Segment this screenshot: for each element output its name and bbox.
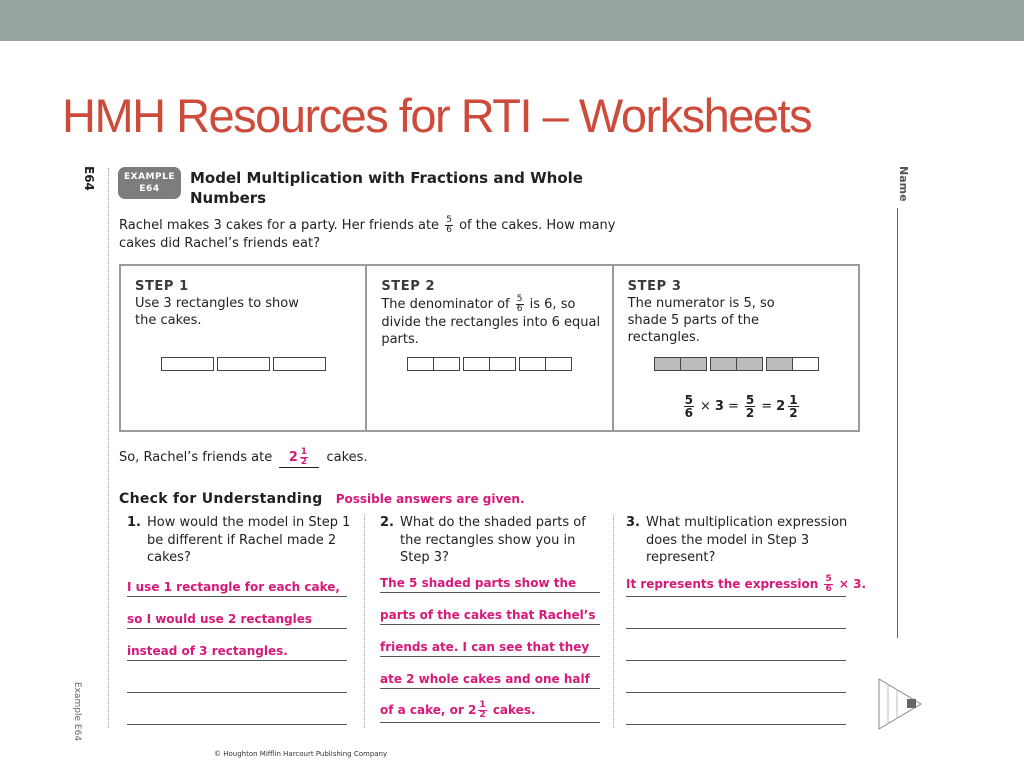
step-1-rectangles xyxy=(161,357,326,371)
cake-rectangle xyxy=(710,357,763,371)
problem-after: of the cakes. How many cakes did Rachel’s friends eat? xyxy=(119,218,616,251)
worksheet-title: Model Multiplication with Fractions and Whole Numbers xyxy=(190,169,583,207)
cake-part xyxy=(464,358,490,370)
cake-rectangle xyxy=(273,357,326,371)
cake-part xyxy=(434,358,459,370)
cake-part xyxy=(218,358,269,370)
step-3-text: The numerator is 5, so shade 5 parts of the rectangles. xyxy=(627,296,775,345)
steps-table xyxy=(119,264,860,432)
badge-line1: EXAMPLE xyxy=(124,172,175,182)
margin-dotted-line xyxy=(108,168,109,728)
cake-rectangle xyxy=(217,357,270,371)
question-1-text: How would the model in Step 1 be different if Rachel made 2 cakes? xyxy=(147,515,351,565)
q2-answer-line: friends ate. I can see that they xyxy=(380,626,600,657)
problem-fraction: $\frac{5}{6}$ xyxy=(446,215,452,235)
cake-rectangle xyxy=(766,357,819,371)
step-2 xyxy=(367,266,613,430)
answer-blank: 2 $\frac{1}{2}$ xyxy=(279,448,319,468)
q1-answer-line: instead of 3 rectangles. xyxy=(127,630,347,661)
name-label: Name xyxy=(897,166,910,202)
step-3-rectangles xyxy=(654,357,819,371)
cake-part xyxy=(681,358,706,370)
badge-line2: E64 xyxy=(139,184,160,194)
question-1: 1. How would the model in Step 1 be different if Rachel made 2 cakes? xyxy=(127,514,352,567)
q3-answer-line xyxy=(626,598,846,629)
copyright: © Houghton Mifflin Harcourt Publishing Company xyxy=(214,750,388,758)
cake-part xyxy=(490,358,515,370)
q1-answer-line xyxy=(127,694,347,725)
q1-answer-line: I use 1 rectangle for each cake, xyxy=(127,566,347,597)
problem-text xyxy=(119,216,619,253)
cake-rectangle xyxy=(654,357,707,371)
q2-answer-line: parts of the cakes that Rachel’s xyxy=(380,594,600,625)
cake-rectangle xyxy=(463,357,516,371)
slide-top-bar xyxy=(0,0,1024,41)
name-line xyxy=(897,208,898,638)
cake-part xyxy=(408,358,434,370)
step-2-rectangles xyxy=(407,357,572,371)
step-1-heading: STEP 1 xyxy=(135,279,189,294)
check-for-understanding xyxy=(119,488,525,507)
cake-rectangle xyxy=(161,357,214,371)
q3-answer-line xyxy=(626,630,846,661)
check-title: Check for Understanding xyxy=(119,491,323,507)
cake-part xyxy=(274,358,325,370)
step-3-equation: $\frac{5}{6}$ × 3 = $\frac{5}{2}$ = 2 $\frac{1}{2}$ xyxy=(684,393,798,420)
step-2-fraction: $\frac{5}{6}$ xyxy=(516,294,523,314)
step-2-text: The denominator of $\frac{5}{6}$ is 6, so divide the rectangles into 6 equal parts. xyxy=(381,294,601,347)
slide-title: HMH Resources for RTI – Worksheets xyxy=(62,89,812,142)
q1-answer-line: so I would use 2 rectangles xyxy=(127,598,347,629)
step-3-heading: STEP 3 xyxy=(627,279,682,294)
side-code-label: E64 xyxy=(82,166,96,191)
q1-answer-line xyxy=(127,662,347,693)
problem-before: Rachel makes 3 cakes for a party. Her friends ate xyxy=(119,218,440,233)
step-2-heading: STEP 2 xyxy=(381,279,436,294)
q2-answer-line: The 5 shaded parts show the xyxy=(380,562,600,593)
cake-part xyxy=(162,358,213,370)
step-1 xyxy=(121,266,367,430)
cake-part xyxy=(520,358,546,370)
question-divider-1 xyxy=(364,515,365,728)
q3-answer-line xyxy=(626,662,846,693)
step-1-text: Use 3 rectangles to show the cakes. xyxy=(135,296,299,328)
q2-answer-line xyxy=(380,692,600,723)
question-divider-2 xyxy=(613,515,614,728)
question-3-text: What multiplication expression does the model in Step 3 represent? xyxy=(646,515,848,565)
cake-part xyxy=(737,358,762,370)
cake-part xyxy=(655,358,681,370)
cake-part xyxy=(767,358,793,370)
question-2: 2. What do the shaded parts of the rectangles show you in Step 3? xyxy=(380,514,605,567)
cake-rectangle xyxy=(407,357,460,371)
q2-answer-line: ate 2 whole cakes and one half xyxy=(380,658,600,689)
q2-last-answer: of a cake, or 2 $\frac{1}{2}$ cakes. xyxy=(380,700,536,720)
q3-first-answer: It represents the expression $\frac{5}{6}$ × 3. xyxy=(626,574,867,594)
example-badge xyxy=(118,167,181,199)
cake-part xyxy=(793,358,818,370)
cake-rectangle xyxy=(519,357,572,371)
q3-answer-line xyxy=(626,694,846,725)
question-2-text: What do the shaded parts of the rectangles show you in Step 3? xyxy=(400,515,586,565)
question-3: 3. What multiplication expression does the model in Step 3 represent? xyxy=(626,514,851,567)
answer-sentence: So, Rachel’s friends ate 2 $\frac{1}{2}$ cakes. xyxy=(119,447,368,467)
check-note: Possible answers are given. xyxy=(335,492,525,506)
step-3 xyxy=(614,266,858,430)
cake-part xyxy=(711,358,737,370)
page-corner-icon xyxy=(878,678,922,730)
q3-answer-line xyxy=(626,566,867,597)
cake-part xyxy=(546,358,571,370)
side-example-label: Example E64 xyxy=(72,682,82,742)
